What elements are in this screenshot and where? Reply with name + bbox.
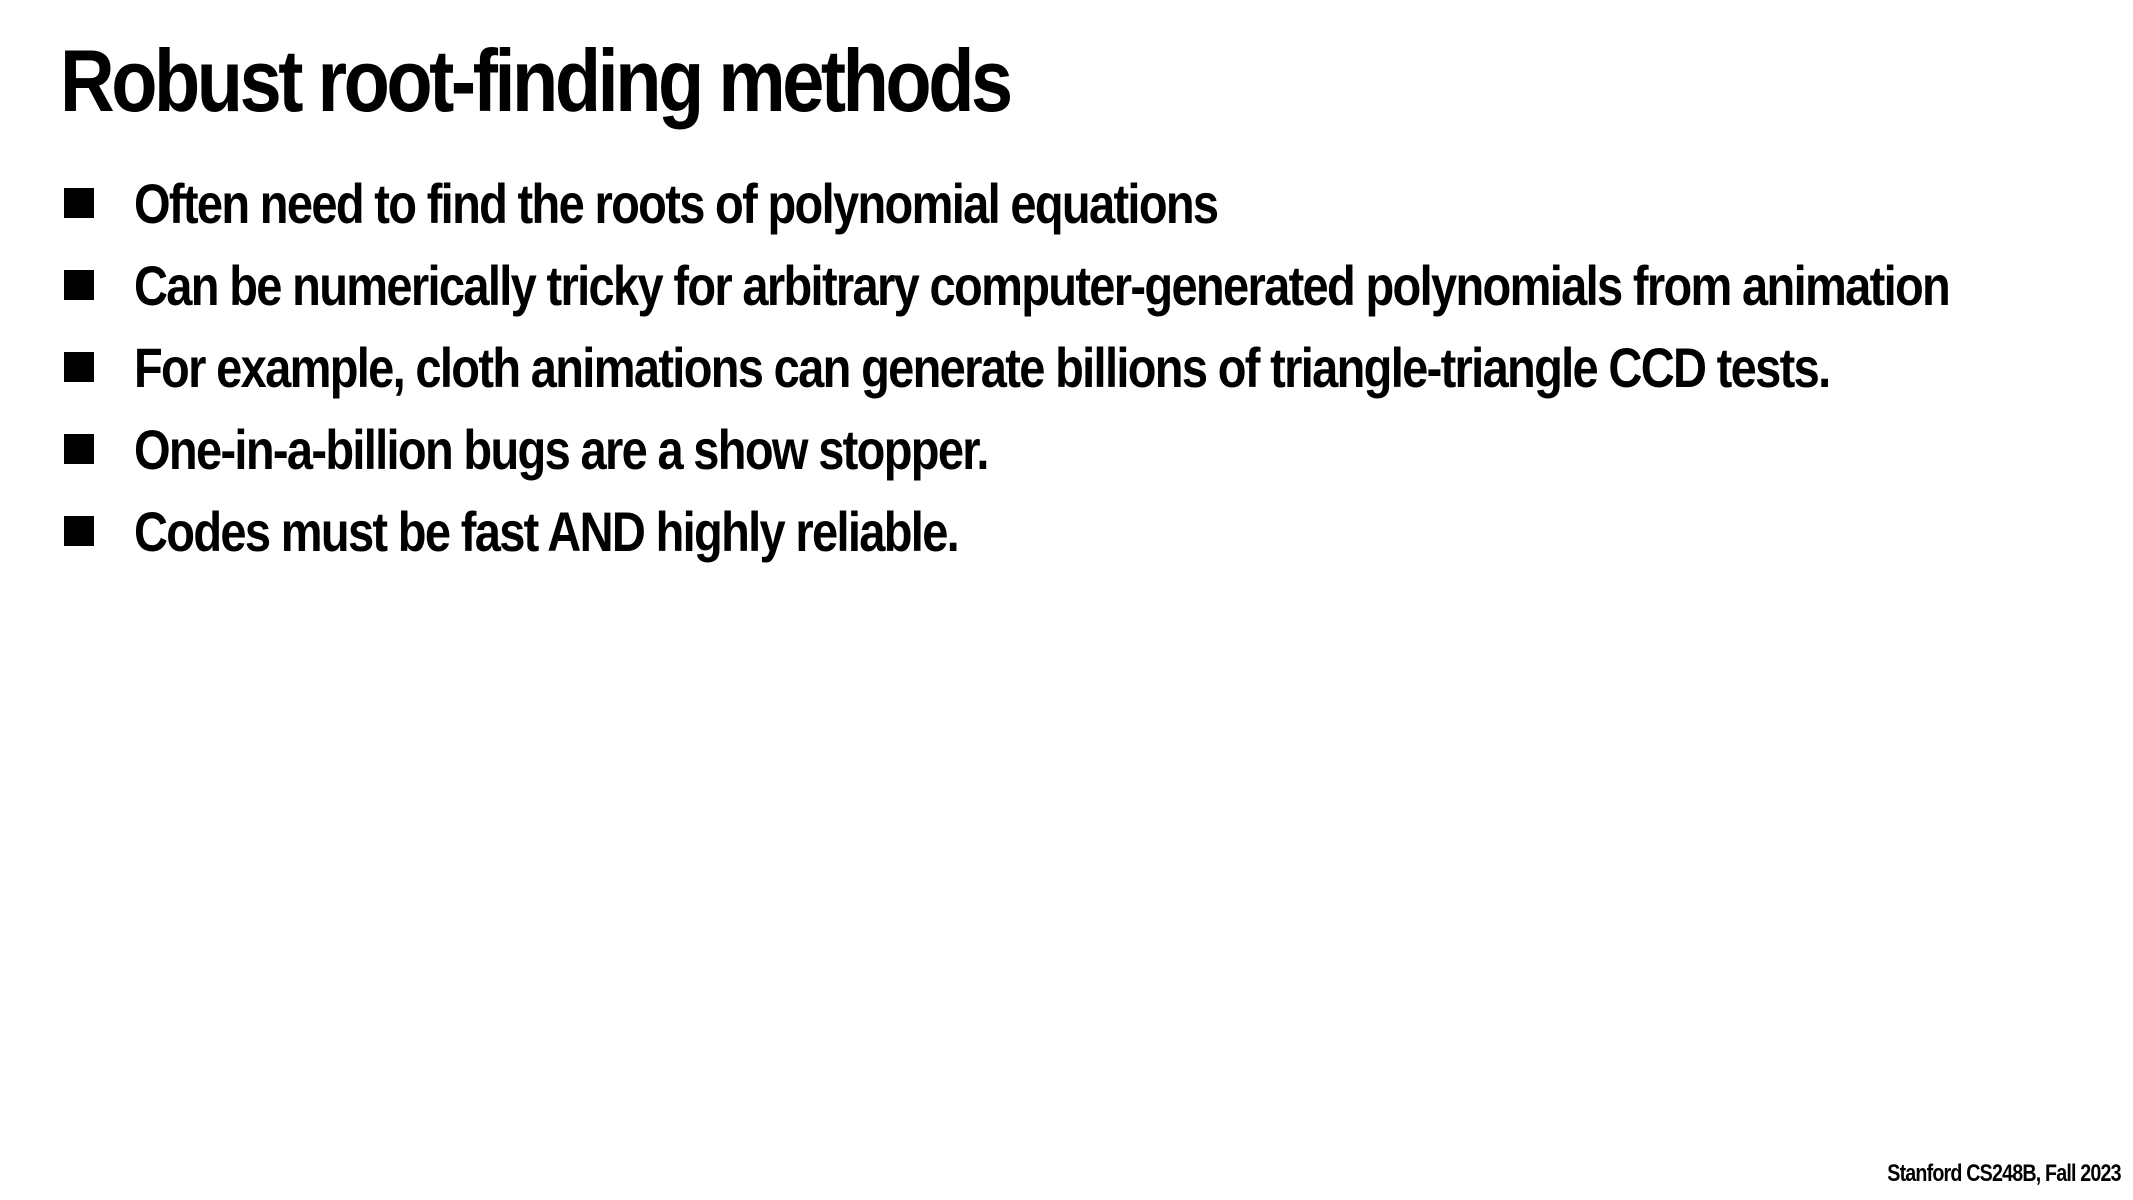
square-bullet-icon xyxy=(64,352,94,382)
bullet-text: Often need to find the roots of polynomial equations xyxy=(134,171,1218,235)
bullet-item xyxy=(64,244,2133,326)
square-bullet-icon xyxy=(64,188,94,218)
bullet-text: Codes must be fast AND highly reliable. xyxy=(134,499,959,563)
bullet-text: For example, cloth animations can generate billions of triangle-triangle CCD tests. xyxy=(134,335,1830,399)
bullet-item xyxy=(64,490,2133,572)
bullet-item xyxy=(64,162,2133,244)
bullet-item xyxy=(64,408,2133,490)
square-bullet-icon xyxy=(64,434,94,464)
slide-title: Robust root-finding methods xyxy=(60,31,1010,130)
square-bullet-icon xyxy=(64,270,94,300)
bullet-text: Can be numerically tricky for arbitrary computer-generated polynomials from animation xyxy=(134,253,1950,317)
slide-footer: Stanford CS248B, Fall 2023 xyxy=(1887,1160,2121,1187)
bullet-list xyxy=(64,162,2133,572)
bullet-item xyxy=(64,326,2133,408)
square-bullet-icon xyxy=(64,516,94,546)
bullet-text: One-in-a-billion bugs are a show stopper. xyxy=(134,417,988,481)
